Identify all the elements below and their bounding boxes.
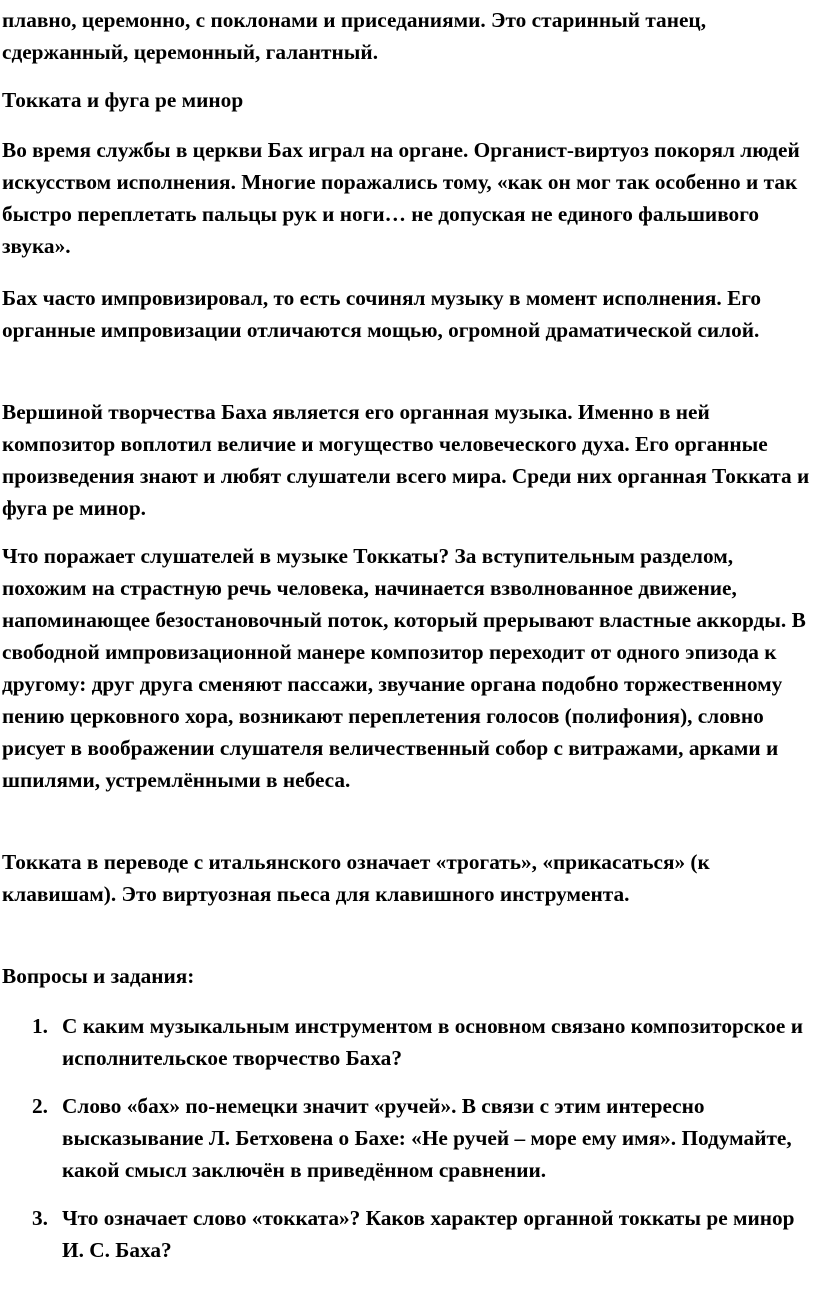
question-number: 1. xyxy=(32,1014,48,1038)
question-number: 2. xyxy=(32,1094,48,1118)
paragraph-toccata-meaning: Токката в переводе с итальянского означает «трогать», «прикасаться» (к клавишам). Это виртуозная пьеса для клавишного инструмента. xyxy=(2,850,710,906)
question-item xyxy=(2,1090,814,1186)
paragraph-organ-music: Вершиной творчества Баха является его органная музыка. Именно в ней композитор воплотил величие и могущество человеческого духа. Его органные произведения знают и любят слушатели всего мира. Среди них органная Токката и фуга ре минор. xyxy=(2,400,810,520)
question-text: С каким музыкальным инструментом в основном связано композиторское и исполнительское творчество Баха? xyxy=(62,1014,803,1070)
paragraph-toccata-impression: Что поражает слушателей в музыке Токкаты? За вступительным разделом, похожим на страстную речь человека, начинается взволнованное движение, напоминающее безостановочный поток, который прерывают властные аккорды. В свободной импровизационной манере композитор переходит от одного эпизода к другому: друг друга сменяют пассажи, звучание органа подобно торжественному пению церковного хора, возникают переплетения голосов (полифония), словно рисует в воображении слушателя величественный собор с витражами, арками и шпилями, устремлёнными в небеса. xyxy=(2,544,806,792)
questions-title: Вопросы и задания: xyxy=(2,964,195,988)
paragraph-dance-description: плавно, церемонно, с поклонами и приседаниями. Это старинный танец, сдержанный, церемонный, галантный. xyxy=(2,8,707,64)
question-item xyxy=(2,1202,814,1266)
question-number: 3. xyxy=(32,1206,48,1230)
section-heading-toccata: Токката и фуга ре минор xyxy=(2,88,244,112)
questions-list xyxy=(2,1010,814,1282)
paragraph-bach-organist: Во время службы в церкви Бах играл на органе. Органист-виртуоз покорял людей искусством исполнения. Многие поражались тому, «как он мог так особенно и так быстро переплетать пальцы рук и ноги… не допуская не единого фальшивого звука». xyxy=(2,138,800,258)
question-text: Что означает слово «токката»? Каков характер органной токкаты ре минор И. С. Баха? xyxy=(62,1206,795,1262)
question-text: Слово «бах» по-немецки значит «ручей». В связи с этим интересно высказывание Л. Бетховена о Бахе: «Не ручей – море ему имя». Подумайте, какой смысл заключён в приведённом сравнении. xyxy=(62,1094,792,1182)
paragraph-improvisation: Бах часто импровизировал, то есть сочинял музыку в момент исполнения. Его органные импровизации отличаются мощью, огромной драматической силой. xyxy=(2,286,762,342)
question-item xyxy=(2,1010,814,1074)
